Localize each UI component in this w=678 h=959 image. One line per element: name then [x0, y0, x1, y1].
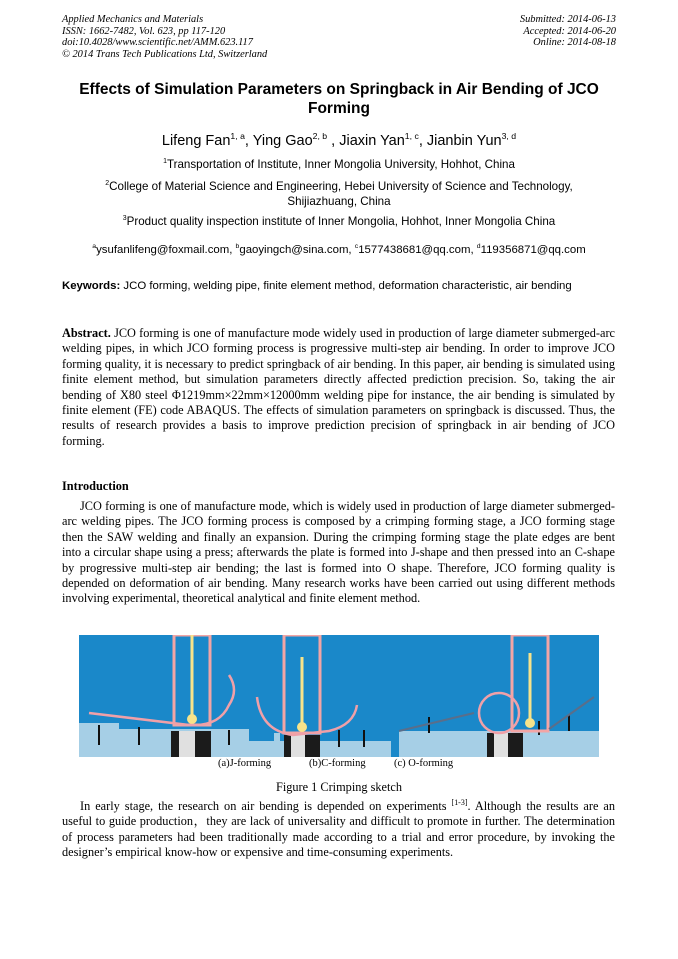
author-separator: ,: [244, 133, 253, 149]
introduction-paragraph-2: [62, 799, 615, 861]
author-affiliation-mark: 2, b: [312, 131, 328, 142]
email-address[interactable]: ysufanlifeng@foxmail.com,: [96, 244, 236, 256]
affiliation-mark: 2: [105, 180, 110, 188]
affiliation-2: [60, 179, 618, 209]
email-mark: a: [92, 243, 97, 251]
affiliation-mark: 1: [163, 158, 167, 166]
keywords-label: Keywords:: [62, 280, 121, 292]
submitted-date: Submitted: 2014-06-13: [519, 14, 616, 25]
figure-caption: Figure 1 Crimping sketch: [275, 780, 403, 794]
affiliation-text: Product quality inspection institute of Inner Mongolia, Hohhot, Inner Mongolia China: [126, 215, 556, 228]
section-heading-introduction: Introduction: [62, 479, 129, 493]
subcaption-b: (b)C-forming: [309, 758, 366, 769]
author-name: Ying Gao: [252, 133, 313, 149]
introduction-paragraph-1: JCO forming is one of manufacture mode, which is widely used in production of large diameter submerged-arc welding pipes. The JCO forming process is composed by a crimping forming stage, a JCO forming stage then the SAW welding and finally an expansion. During the crimping forming stage the plate edges are bent into a circular shape using a press; afterwards the plate is formed into J-shape and then pressed into an C-shape by progressive multi-step air bending; the last is formed into O shape. Therefore, JCO forming quality is depended on deformation of air bending. Many research works have been carried out using different methods involving experimental, theoretical analytical and finite element method.: [62, 499, 615, 606]
crimping-sketch-image: [79, 635, 599, 757]
affiliation-text: College of Material Science and Engineering, Hebei University of Science and Technology, Shijiazhuang, China: [109, 180, 573, 208]
copyright-line: © 2014 Trans Tech Publications Ltd, Switzerland: [62, 48, 268, 60]
email-address[interactable]: 1577438681@qq.com,: [358, 244, 477, 256]
email-mark: b: [235, 243, 240, 251]
author-name: Jiaxin Yan: [339, 133, 405, 149]
journal-name: Applied Mechanics and Materials: [62, 14, 204, 25]
affiliation-1: [60, 157, 618, 172]
paragraph-text: In early stage, the research on air bending is depended on experiments: [80, 799, 452, 813]
author-separator: ,: [327, 133, 340, 149]
citation-reference[interactable]: [1-3]: [451, 797, 468, 807]
issn-line: ISSN: 1662-7482, Vol. 623, pp 117-120: [62, 25, 226, 37]
email-mark: c: [354, 243, 359, 251]
email-mark: d: [476, 243, 481, 251]
author-name: Lifeng Fan: [161, 133, 231, 149]
online-date: Online: 2014-08-18: [533, 37, 616, 49]
abstract-text: JCO forming is one of manufacture mode widely used in production of large diameter submerged-arc welding pipes, in which JCO forming process is progressive multi-step air bending. In order to improve JCO forming quality, it is necessary to predict springback of air bending. In this paper, air bending is simulated using finite element method, but simulation parameters directly affected prediction precision. So, taking the air bending of X80 steel Φ1219mm×22mm×12000mm welding pipe for instance, the air bending is simulated by finite element (FE) code ABAQUS. The effects of simulation parameters on springback is discussed. Thus, the results of research provides a basis to improve prediction precision of springback in air bending of JCO forming.: [62, 326, 615, 448]
email-address[interactable]: 119356871@qq.com: [480, 244, 586, 256]
abstract: [62, 326, 615, 449]
affiliation-3: [60, 214, 618, 229]
panel-c-forming: [249, 635, 391, 757]
doi-line: doi:10.4028/www.scientific.net/AMM.623.117: [62, 37, 253, 49]
affiliation-mark: 3: [122, 215, 127, 223]
author-list: [60, 133, 618, 149]
author-affiliation-mark: 3, d: [501, 131, 517, 142]
accepted-date: Accepted: 2014-06-20: [523, 25, 616, 37]
panel-j-forming: [79, 635, 249, 757]
dates-header: [520, 14, 616, 49]
keywords-text: JCO forming, welding pipe, finite element method, deformation characteristic, air bending: [120, 280, 572, 292]
author-affiliation-mark: 1, a: [230, 131, 245, 142]
subcaption-c: (c) O-forming: [394, 758, 454, 769]
affiliation-text: Transportation of Institute, Inner Mongolia University, Hohhot, China: [166, 158, 515, 171]
author-separator: ,: [418, 133, 427, 149]
abstract-label: Abstract.: [62, 326, 111, 340]
email-address[interactable]: gaoyingch@sina.com,: [239, 244, 355, 256]
author-affiliation-mark: 1, c: [404, 131, 419, 142]
paper-title: Effects of Simulation Parameters on Springback in Air Bending of JCO Forming: [79, 81, 599, 117]
author-name: Jianbin Yun: [426, 133, 502, 149]
figure-crimping-sketch: [79, 635, 599, 757]
journal-header: [62, 14, 267, 60]
email-list: [60, 244, 618, 256]
keywords: [62, 279, 615, 293]
subcaption-a: (a)J-forming: [218, 758, 272, 769]
paragraph-text: . Although the results are an useful to guide production，they are lack of universality and difficult to promote in further. The determination of process parameters had been traditionally made according to a trial and error procedure, by invoking the designer’s empirical know-how or expensive and time-consuming experiments.: [62, 799, 616, 860]
panel-o-forming: [399, 635, 599, 757]
